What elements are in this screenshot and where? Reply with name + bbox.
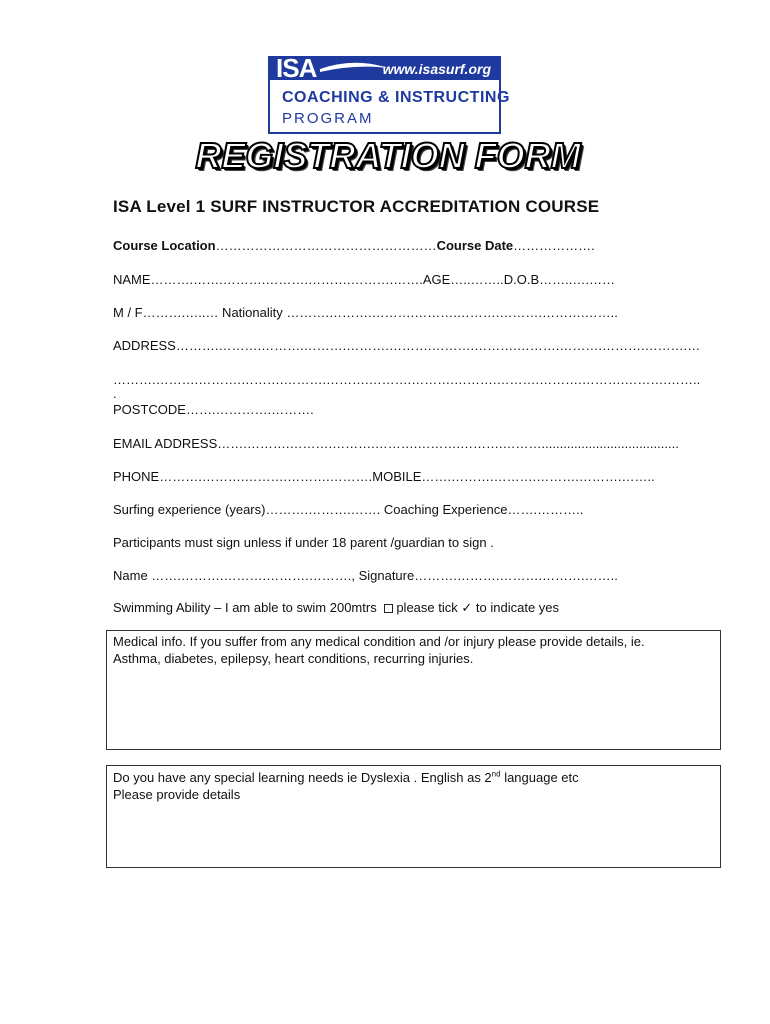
learning-needs-text-end: language etc xyxy=(500,770,579,785)
logo-line1: COACHING & INSTRUCTING xyxy=(282,89,510,106)
logo-url: www.isasurf.org xyxy=(382,61,491,77)
tick-icon: ✓ xyxy=(461,600,473,615)
medical-info-line1: Medical info. If you suffer from any medical condition and /or injury please provide details, ie. xyxy=(113,634,645,649)
learning-needs-text: Do you have any special learning needs ie Dyslexia . English as 2 xyxy=(113,770,492,785)
course-location-row xyxy=(113,238,595,254)
swim-ability-row xyxy=(113,600,559,616)
name-signature-field[interactable]: Name …….……….……….……….………., Signature……….……….……….……….…….. xyxy=(113,568,618,583)
course-date-field[interactable]: ………………. xyxy=(513,238,595,253)
learning-needs-box[interactable] xyxy=(106,765,721,868)
participants-note: Participants must sign unless if under 18 parent /guardian to sign . xyxy=(113,535,494,550)
isa-logo xyxy=(268,53,510,134)
medical-info-box[interactable] xyxy=(106,630,721,750)
address-field-line2[interactable]: ……….……….……….……….……….……….……….……….……….……….……….……….……….…….. xyxy=(113,372,701,387)
swim-indicate-yes: to indicate yes xyxy=(475,600,560,615)
ordinal-suffix: nd xyxy=(491,769,501,779)
address-field-line3: . xyxy=(113,386,117,401)
course-date-label: Course Date xyxy=(436,238,514,253)
swim-ability-text: Swimming Ability – I am able to swim 200mtrs xyxy=(113,600,377,615)
swim-please-tick: please tick xyxy=(396,600,458,615)
form-title: REGISTRATION FORM xyxy=(195,135,581,176)
gender-nationality-field[interactable]: M / F……….…..… Nationality ……….……….……….……….……….……….……….…….. xyxy=(113,305,618,320)
swoosh-icon xyxy=(320,60,390,78)
learning-needs-line1 xyxy=(113,769,720,786)
course-title: ISA Level 1 SURF INSTRUCTOR ACCREDITATION COURSE xyxy=(113,197,600,216)
logo-line2: PROGRAM xyxy=(282,110,374,127)
course-location-label: Course Location xyxy=(113,238,216,253)
medical-info-line2: Asthma, diabetes, epilepsy, heart conditions, recurring injuries. xyxy=(113,651,474,666)
course-location-field[interactable]: …………………………………………… xyxy=(215,238,437,253)
experience-field[interactable]: Surfing experience (years)……….……….……. Coaching Experience…….……….. xyxy=(113,502,584,517)
phone-mobile-field[interactable]: PHONE……….……….……….……….……….MOBILE…….……….……….……….……….…….. xyxy=(113,469,655,484)
postcode-field[interactable]: POSTCODE…….………….………. xyxy=(113,402,314,417)
learning-needs-line2: Please provide details xyxy=(113,787,241,802)
email-field[interactable]: EMAIL ADDRESS…….……….……….……….……….……….……….………...................................... xyxy=(113,436,679,451)
address-field-line1[interactable]: ADDRESS……….……….……….……….……….……….……….……….……….……….……….……….… xyxy=(113,338,701,353)
logo-brand: ISA xyxy=(276,53,317,83)
name-age-dob-field[interactable]: NAME……….…….……….……….……….……….…….AGE…..……..D.O.B……..….…… xyxy=(113,272,615,287)
swim-ability-checkbox[interactable] xyxy=(384,604,393,613)
